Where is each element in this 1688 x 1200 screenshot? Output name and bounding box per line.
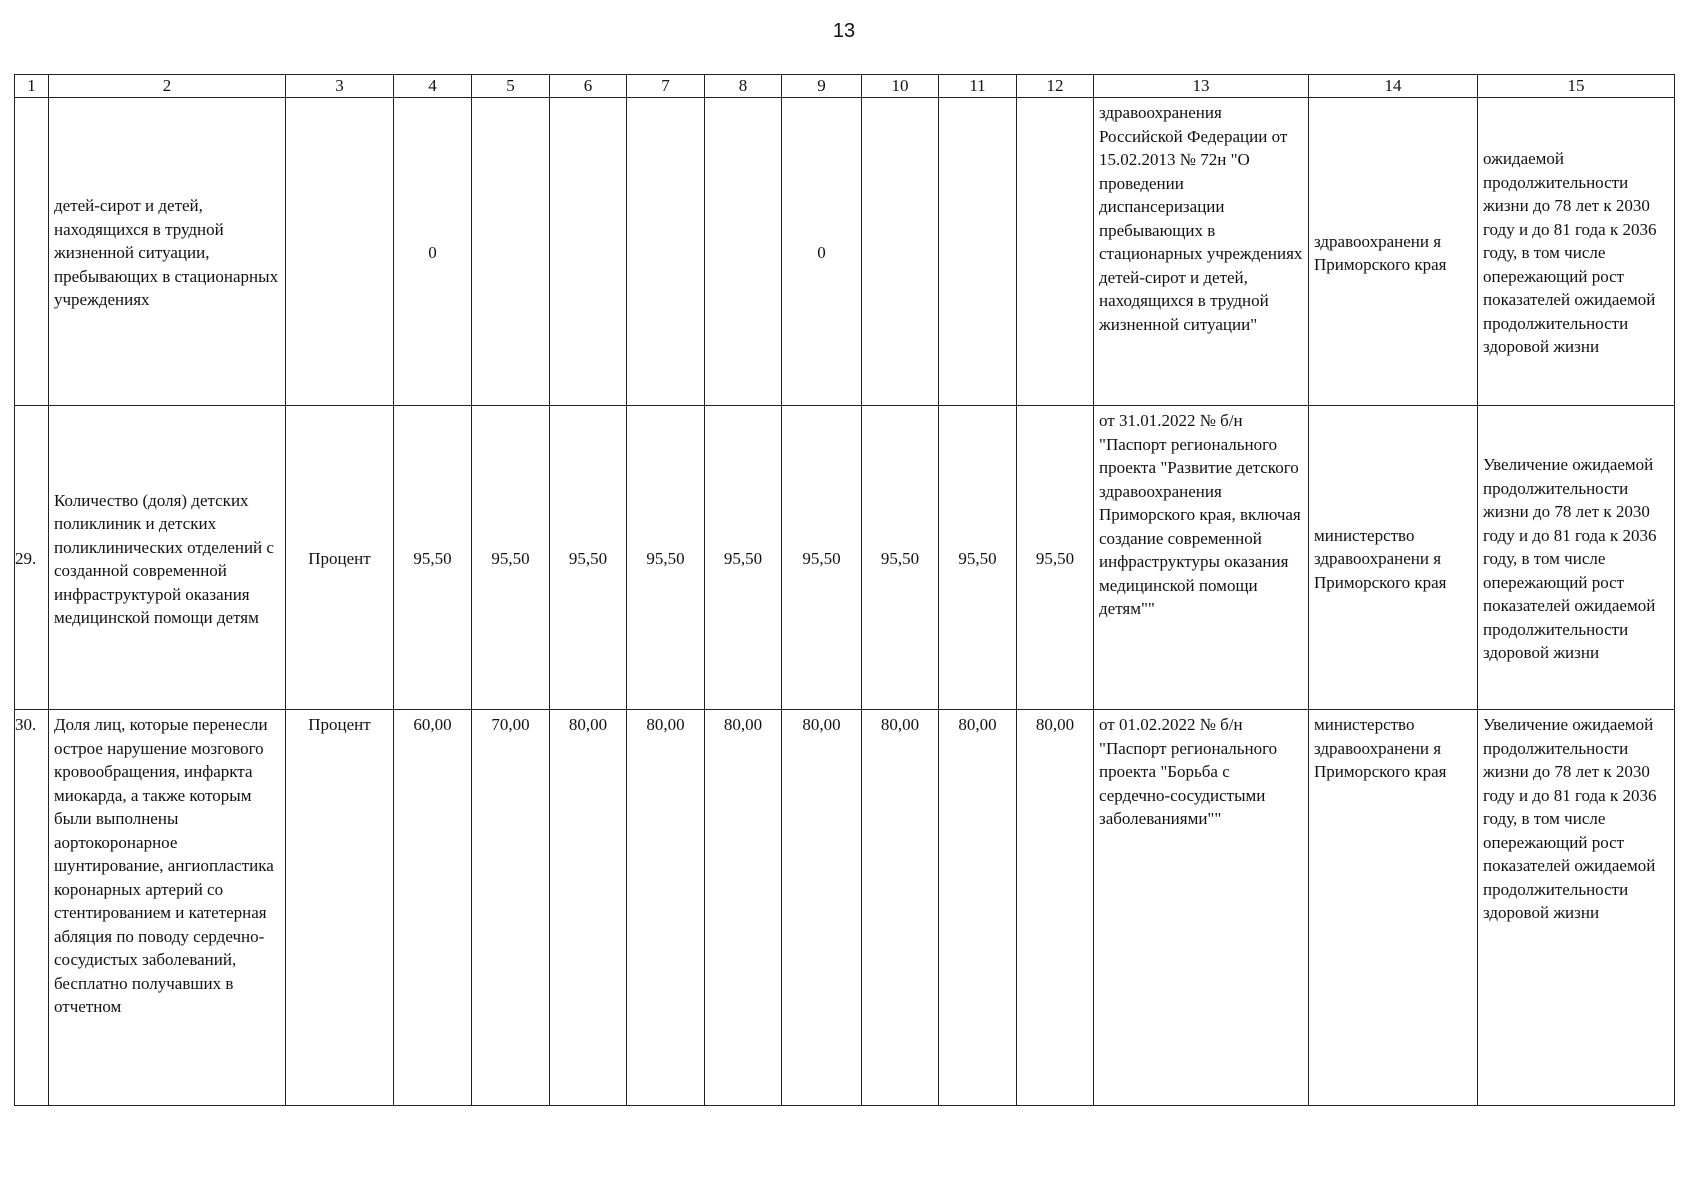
unit-cell [286, 98, 394, 406]
value-cell: 95,50 [1017, 406, 1094, 710]
value-cell: 0 [782, 98, 862, 406]
header-cell: 12 [1017, 75, 1094, 98]
value-cell [1017, 98, 1094, 406]
table-row [15, 406, 1675, 710]
value-cell: 80,00 [627, 710, 705, 1106]
row-number: 30. [15, 710, 49, 1106]
document-cell: от 01.02.2022 № б/н "Паспорт регионального проекта "Борьба с сердечно-сосудистыми заболеваниями"" [1094, 710, 1309, 1106]
responsible-cell: министерство здравоохранени я Приморского края [1309, 710, 1478, 1106]
row-number: 29. [15, 406, 49, 710]
header-cell: 7 [627, 75, 705, 98]
value-cell: 80,00 [862, 710, 939, 1106]
document-cell: здравоохранения Российской Федерации от 15.02.2013 № 72н "О проведении диспансеризации пребывающих в стационарных учреждениях детей-сирот и детей, находящихся в трудной жизненной ситуации" [1094, 98, 1309, 406]
header-cell: 10 [862, 75, 939, 98]
value-cell: 70,00 [472, 710, 550, 1106]
goal-cell: Увеличение ожидаемой продолжительности жизни до 78 лет к 2030 году и до 81 года к 2036 году, в том числе опережающий рост показателей ожидаемой продолжительности здоровой жизни [1478, 710, 1675, 1106]
goal-cell: Увеличение ожидаемой продолжительности жизни до 78 лет к 2030 году и до 81 года к 2036 году, в том числе опережающий рост показателей ожидаемой продолжительности здоровой жизни [1478, 406, 1675, 710]
value-cell: 60,00 [394, 710, 472, 1106]
header-cell: 11 [939, 75, 1017, 98]
indicator-name: Доля лиц, которые перенесли острое нарушение мозгового кровообращения, инфаркта миокарда, а также которым были выполнены аортокоронарное шунтирование, ангиопластика коронарных артерий со стентированием и катетерная абляция по поводу сердечно-сосудистых заболеваний, бесплатно получавших в отчетном [49, 710, 286, 1106]
value-cell: 95,50 [939, 406, 1017, 710]
page-number: 13 [832, 20, 856, 42]
value-cell: 95,50 [705, 406, 782, 710]
header-cell: 4 [394, 75, 472, 98]
value-cell: 95,50 [627, 406, 705, 710]
value-cell: 95,50 [550, 406, 627, 710]
table-row [15, 98, 1675, 406]
header-cell: 5 [472, 75, 550, 98]
header-cell: 1 [15, 75, 49, 98]
value-cell: 80,00 [782, 710, 862, 1106]
value-cell: 80,00 [550, 710, 627, 1106]
unit-cell: Процент [286, 710, 394, 1106]
header-cell: 14 [1309, 75, 1478, 98]
header-cell: 3 [286, 75, 394, 98]
header-cell: 13 [1094, 75, 1309, 98]
value-cell: 95,50 [394, 406, 472, 710]
indicator-name: Количество (доля) детских поликлиник и детских поликлинических отделений с созданной современной инфраструктурой оказания медицинской помощи детям [49, 406, 286, 710]
value-cell: 95,50 [782, 406, 862, 710]
header-cell: 8 [705, 75, 782, 98]
value-cell [939, 98, 1017, 406]
value-cell [472, 98, 550, 406]
header-row [15, 75, 1675, 98]
value-cell: 80,00 [705, 710, 782, 1106]
row-number [15, 98, 49, 406]
responsible-cell: здравоохранени я Приморского края [1309, 98, 1478, 406]
value-cell: 80,00 [939, 710, 1017, 1106]
value-cell: 80,00 [1017, 710, 1094, 1106]
header-cell: 15 [1478, 75, 1675, 98]
value-cell [550, 98, 627, 406]
indicators-table [14, 74, 1675, 1106]
value-cell: 95,50 [472, 406, 550, 710]
indicator-name: детей-сирот и детей, находящихся в трудной жизненной ситуации, пребывающих в стационарных учреждениях [49, 98, 286, 406]
document-cell: от 31.01.2022 № б/н "Паспорт регионального проекта "Развитие детского здравоохранения Приморского края, включая создание современной инфраструктуры оказания медицинской помощи детям"" [1094, 406, 1309, 710]
table-row [15, 710, 1675, 1106]
value-cell [627, 98, 705, 406]
header-cell: 6 [550, 75, 627, 98]
unit-cell: Процент [286, 406, 394, 710]
value-cell: 0 [394, 98, 472, 406]
responsible-cell: министерство здравоохранени я Приморского края [1309, 406, 1478, 710]
goal-cell: ожидаемой продолжительности жизни до 78 лет к 2030 году и до 81 года к 2036 году, в том числе опережающий рост показателей ожидаемой продолжительности здоровой жизни [1478, 98, 1675, 406]
value-cell [862, 98, 939, 406]
value-cell [705, 98, 782, 406]
header-cell: 2 [49, 75, 286, 98]
header-cell: 9 [782, 75, 862, 98]
value-cell: 95,50 [862, 406, 939, 710]
